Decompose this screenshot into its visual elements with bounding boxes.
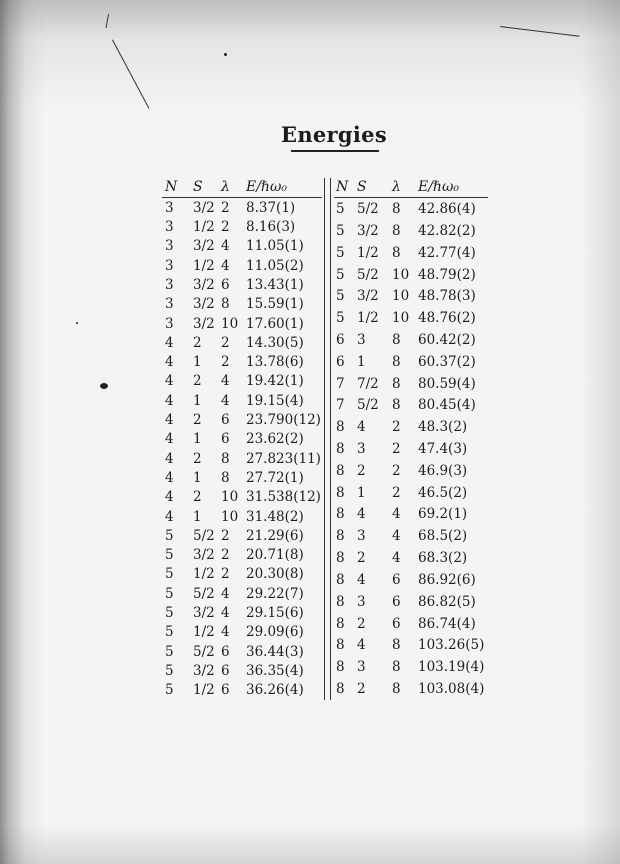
cell-s: 5/2: [193, 527, 215, 544]
cell-n: 4: [165, 508, 174, 525]
cell-lambda: 8: [392, 680, 401, 697]
table-row: [334, 264, 488, 286]
title-underline: [291, 150, 379, 152]
table-row: [334, 656, 488, 678]
cell-n: 5: [165, 682, 174, 699]
energies-table: [162, 178, 488, 700]
double-vertical-rule: [324, 178, 331, 700]
table-row: [162, 391, 322, 410]
cell-lambda: 4: [221, 238, 230, 255]
cell-n: 3: [165, 315, 174, 332]
cell-s: 7/2: [357, 375, 379, 392]
cell-lambda: 6: [221, 682, 230, 699]
column-header-lambda: λ: [221, 179, 230, 195]
cell-energy: 42.77(4): [418, 244, 476, 261]
cell-lambda: 10: [392, 310, 410, 327]
cell-n: 5: [336, 201, 345, 218]
cell-n: 8: [336, 637, 345, 654]
cell-lambda: 4: [221, 392, 230, 409]
cell-n: 5: [336, 266, 345, 283]
cell-n: 6: [336, 353, 345, 370]
column-header-energy: E/ℏω₀: [418, 179, 459, 195]
cell-s: 3/2: [193, 547, 215, 564]
cell-s: 3/2: [193, 605, 215, 622]
cell-lambda: 10: [392, 288, 410, 305]
cell-s: 1/2: [193, 682, 215, 699]
cell-s: 3: [357, 331, 366, 348]
cell-s: 3/2: [193, 315, 215, 332]
cell-lambda: 6: [221, 662, 230, 679]
table-row: [162, 256, 322, 275]
cell-energy: 15.59(1): [246, 296, 304, 313]
cell-s: 5/2: [357, 397, 379, 414]
table-row: [162, 333, 322, 352]
cell-s: 1: [193, 354, 202, 371]
table-row: [162, 468, 322, 487]
table-row: [334, 286, 488, 308]
cell-lambda: 2: [221, 334, 230, 351]
cell-energy: 8.16(3): [246, 219, 296, 236]
left-table-body: [162, 198, 322, 700]
table-row: [334, 438, 488, 460]
cell-n: 4: [165, 412, 174, 429]
cell-energy: 36.44(3): [246, 643, 304, 660]
cell-n: 8: [336, 528, 345, 545]
cell-energy: 19.42(1): [246, 373, 304, 390]
cell-lambda: 10: [392, 266, 410, 283]
cell-s: 4: [357, 506, 366, 523]
cell-energy: 20.30(8): [246, 566, 304, 583]
cell-lambda: 6: [221, 431, 230, 448]
cell-n: 8: [336, 615, 345, 632]
cell-n: 4: [165, 334, 174, 351]
cell-s: 5/2: [193, 643, 215, 660]
cell-n: 8: [336, 550, 345, 567]
cell-n: 4: [165, 469, 174, 486]
cell-lambda: 2: [392, 462, 401, 479]
cell-s: 2: [357, 615, 366, 632]
cell-n: 3: [165, 257, 174, 274]
cell-lambda: 2: [221, 199, 230, 216]
table-row: [162, 275, 322, 294]
cell-energy: 27.72(1): [246, 469, 304, 486]
cell-energy: 14.30(5): [246, 334, 304, 351]
cell-s: 3/2: [357, 288, 379, 305]
cell-lambda: 4: [392, 528, 401, 545]
table-row: [334, 547, 488, 569]
cell-lambda: 8: [221, 469, 230, 486]
cell-s: 1/2: [357, 244, 379, 261]
cell-lambda: 10: [221, 508, 239, 525]
energies-table-right: [334, 178, 488, 700]
table-row: [162, 295, 322, 314]
cell-s: 3/2: [193, 296, 215, 313]
cell-s: 2: [193, 489, 202, 506]
table-row: [334, 569, 488, 591]
cell-lambda: 2: [221, 547, 230, 564]
cell-n: 5: [165, 585, 174, 602]
table-row: [162, 218, 322, 237]
table-row: [162, 681, 322, 700]
table-row: [334, 307, 488, 329]
cell-s: 1/2: [193, 257, 215, 274]
cell-energy: 47.4(3): [418, 441, 468, 458]
cell-energy: 86.92(6): [418, 571, 476, 588]
cell-s: 4: [357, 637, 366, 654]
column-header-n: N: [336, 179, 349, 195]
cell-energy: 31.48(2): [246, 508, 304, 525]
cell-lambda: 8: [392, 353, 401, 370]
cell-lambda: 4: [221, 585, 230, 602]
cell-energy: 23.62(2): [246, 431, 304, 448]
cell-energy: 27.823(11): [246, 450, 321, 467]
cell-energy: 21.29(6): [246, 527, 304, 544]
cell-energy: 11.05(1): [246, 238, 304, 255]
cell-energy: 103.19(4): [418, 659, 485, 676]
cell-s: 5/2: [357, 201, 379, 218]
cell-lambda: 8: [392, 397, 401, 414]
cell-n: 8: [336, 441, 345, 458]
cell-lambda: 4: [221, 624, 230, 641]
cell-s: 3/2: [193, 662, 215, 679]
cell-energy: 11.05(2): [246, 257, 304, 274]
cell-s: 2: [357, 462, 366, 479]
cell-energy: 103.08(4): [418, 680, 485, 697]
cell-energy: 36.26(4): [246, 682, 304, 699]
cell-energy: 29.22(7): [246, 585, 304, 602]
table-header-row: [334, 178, 488, 198]
cell-energy: 42.86(4): [418, 201, 476, 218]
cell-n: 5: [165, 643, 174, 660]
pen-mark: [106, 14, 109, 28]
cell-energy: 86.82(5): [418, 593, 476, 610]
cell-energy: 86.74(4): [418, 615, 476, 632]
cell-lambda: 8: [221, 296, 230, 313]
cell-n: 8: [336, 484, 345, 501]
table-row: [334, 460, 488, 482]
table-row: [162, 661, 322, 680]
energies-table-left: [162, 178, 322, 700]
table-row: [334, 482, 488, 504]
cell-s: 4: [357, 419, 366, 436]
ink-speck: [224, 53, 227, 56]
table-row: [334, 591, 488, 613]
cell-n: 3: [165, 296, 174, 313]
cell-n: 4: [165, 450, 174, 467]
cell-lambda: 8: [392, 331, 401, 348]
cell-n: 7: [336, 375, 345, 392]
cell-s: 1/2: [193, 219, 215, 236]
cell-s: 2: [193, 412, 202, 429]
table-row: [162, 565, 322, 584]
cell-s: 3: [357, 593, 366, 610]
column-header-s: S: [193, 179, 203, 195]
table-row: [334, 395, 488, 417]
cell-n: 4: [165, 431, 174, 448]
cell-s: 2: [193, 450, 202, 467]
cell-energy: 48.3(2): [418, 419, 468, 436]
cell-s: 4: [357, 571, 366, 588]
column-header-n: N: [165, 179, 178, 195]
cell-energy: 29.09(6): [246, 624, 304, 641]
cell-lambda: 2: [221, 566, 230, 583]
cell-energy: 17.60(1): [246, 315, 304, 332]
cell-lambda: 10: [221, 315, 239, 332]
table-row: [162, 314, 322, 333]
table-row: [162, 353, 322, 372]
cell-s: 3/2: [193, 199, 215, 216]
cell-energy: 48.79(2): [418, 266, 476, 283]
cell-energy: 80.45(4): [418, 397, 476, 414]
cell-lambda: 6: [392, 593, 401, 610]
cell-n: 4: [165, 354, 174, 371]
table-row: [162, 642, 322, 661]
cell-s: 3/2: [357, 222, 379, 239]
cell-n: 8: [336, 680, 345, 697]
cell-n: 6: [336, 331, 345, 348]
cell-s: 1: [193, 431, 202, 448]
cell-n: 5: [165, 605, 174, 622]
cell-energy: 42.82(2): [418, 222, 476, 239]
table-row: [162, 507, 322, 526]
cell-energy: 29.15(6): [246, 605, 304, 622]
cell-lambda: 4: [392, 506, 401, 523]
table-row: [162, 603, 322, 622]
cell-s: 3: [357, 441, 366, 458]
table-row: [334, 220, 488, 242]
cell-n: 3: [165, 219, 174, 236]
table-row: [334, 678, 488, 700]
cell-lambda: 2: [221, 527, 230, 544]
table-row: [334, 613, 488, 635]
cell-lambda: 10: [221, 489, 239, 506]
column-header-lambda: λ: [392, 179, 401, 195]
cell-s: 2: [357, 680, 366, 697]
cell-s: 5/2: [193, 585, 215, 602]
table-row: [162, 198, 322, 218]
cell-lambda: 8: [392, 659, 401, 676]
cell-lambda: 2: [392, 419, 401, 436]
cell-s: 1: [193, 469, 202, 486]
cell-n: 5: [165, 527, 174, 544]
cell-lambda: 8: [392, 244, 401, 261]
cell-n: 5: [165, 624, 174, 641]
cell-n: 5: [336, 222, 345, 239]
cell-n: 8: [336, 659, 345, 676]
cell-energy: 60.42(2): [418, 331, 476, 348]
cell-s: 2: [357, 550, 366, 567]
cell-energy: 80.59(4): [418, 375, 476, 392]
cell-energy: 46.5(2): [418, 484, 468, 501]
table-row: [334, 198, 488, 220]
cell-n: 5: [336, 288, 345, 305]
table-row: [162, 526, 322, 545]
cell-lambda: 2: [221, 354, 230, 371]
cell-s: 1: [193, 392, 202, 409]
cell-n: 8: [336, 571, 345, 588]
table-row: [162, 488, 322, 507]
cell-lambda: 8: [392, 222, 401, 239]
page-title: Energies: [281, 122, 387, 147]
ink-speck: [76, 322, 78, 324]
cell-s: 5/2: [357, 266, 379, 283]
cell-s: 1/2: [357, 310, 379, 327]
cell-energy: 13.78(6): [246, 354, 304, 371]
table-row: [162, 430, 322, 449]
cell-n: 3: [165, 199, 174, 216]
table-row: [162, 449, 322, 468]
cell-n: 4: [165, 373, 174, 390]
cell-s: 2: [193, 334, 202, 351]
cell-s: 3/2: [193, 238, 215, 255]
column-header-energy: E/ℏω₀: [246, 179, 287, 195]
cell-n: 5: [165, 566, 174, 583]
cell-s: 1/2: [193, 566, 215, 583]
cell-n: 3: [165, 238, 174, 255]
cell-s: 1: [357, 353, 366, 370]
cell-energy: 68.5(2): [418, 528, 468, 545]
table-row: [162, 237, 322, 256]
cell-energy: 23.790(12): [246, 412, 321, 429]
cell-lambda: 4: [392, 550, 401, 567]
cell-lambda: 2: [392, 484, 401, 501]
cell-lambda: 6: [221, 643, 230, 660]
cell-lambda: 6: [221, 276, 230, 293]
cell-energy: 103.26(5): [418, 637, 485, 654]
cell-lambda: 4: [221, 373, 230, 390]
cell-energy: 60.37(2): [418, 353, 476, 370]
cell-lambda: 8: [392, 201, 401, 218]
cell-n: 8: [336, 419, 345, 436]
cell-lambda: 6: [221, 412, 230, 429]
cell-energy: 19.15(4): [246, 392, 304, 409]
table-row: [162, 584, 322, 603]
cell-energy: 48.78(3): [418, 288, 476, 305]
cell-n: 8: [336, 506, 345, 523]
cell-energy: 68.3(2): [418, 550, 468, 567]
cell-s: 1: [193, 508, 202, 525]
cell-n: 5: [165, 547, 174, 564]
cell-energy: 20.71(8): [246, 547, 304, 564]
cell-lambda: 8: [392, 637, 401, 654]
cell-s: 3: [357, 659, 366, 676]
cell-s: 3/2: [193, 276, 215, 293]
cell-n: 8: [336, 462, 345, 479]
cell-n: 7: [336, 397, 345, 414]
cell-energy: 48.76(2): [418, 310, 476, 327]
pen-mark: [500, 26, 580, 37]
cell-energy: 8.37(1): [246, 199, 296, 216]
table-row: [334, 373, 488, 395]
table-row: [334, 329, 488, 351]
table-row: [334, 525, 488, 547]
cell-lambda: 2: [221, 219, 230, 236]
table-row: [162, 372, 322, 391]
table-row: [334, 504, 488, 526]
cell-energy: 46.9(3): [418, 462, 468, 479]
table-row: [334, 351, 488, 373]
table-row: [334, 635, 488, 657]
table-header-row: [162, 178, 322, 198]
cell-energy: 69.2(1): [418, 506, 468, 523]
ink-speck: [100, 383, 108, 389]
cell-energy: 36.35(4): [246, 662, 304, 679]
right-table-body: [334, 198, 488, 700]
cell-n: 4: [165, 392, 174, 409]
cell-n: 8: [336, 593, 345, 610]
cell-lambda: 8: [221, 450, 230, 467]
table-row: [162, 546, 322, 565]
cell-n: 4: [165, 489, 174, 506]
cell-lambda: 2: [392, 441, 401, 458]
cell-lambda: 4: [221, 257, 230, 274]
pen-mark: [112, 40, 150, 109]
cell-lambda: 4: [221, 605, 230, 622]
cell-lambda: 8: [392, 375, 401, 392]
table-row: [162, 411, 322, 430]
table-row: [162, 623, 322, 642]
cell-lambda: 6: [392, 571, 401, 588]
cell-n: 5: [336, 244, 345, 261]
cell-s: 1/2: [193, 624, 215, 641]
cell-n: 5: [336, 310, 345, 327]
table-row: [334, 416, 488, 438]
column-header-s: S: [357, 179, 367, 195]
cell-lambda: 6: [392, 615, 401, 632]
cell-s: 3: [357, 528, 366, 545]
cell-energy: 13.43(1): [246, 276, 304, 293]
cell-n: 3: [165, 276, 174, 293]
cell-n: 5: [165, 662, 174, 679]
cell-energy: 31.538(12): [246, 489, 321, 506]
cell-s: 1: [357, 484, 366, 501]
table-row: [334, 242, 488, 264]
cell-s: 2: [193, 373, 202, 390]
